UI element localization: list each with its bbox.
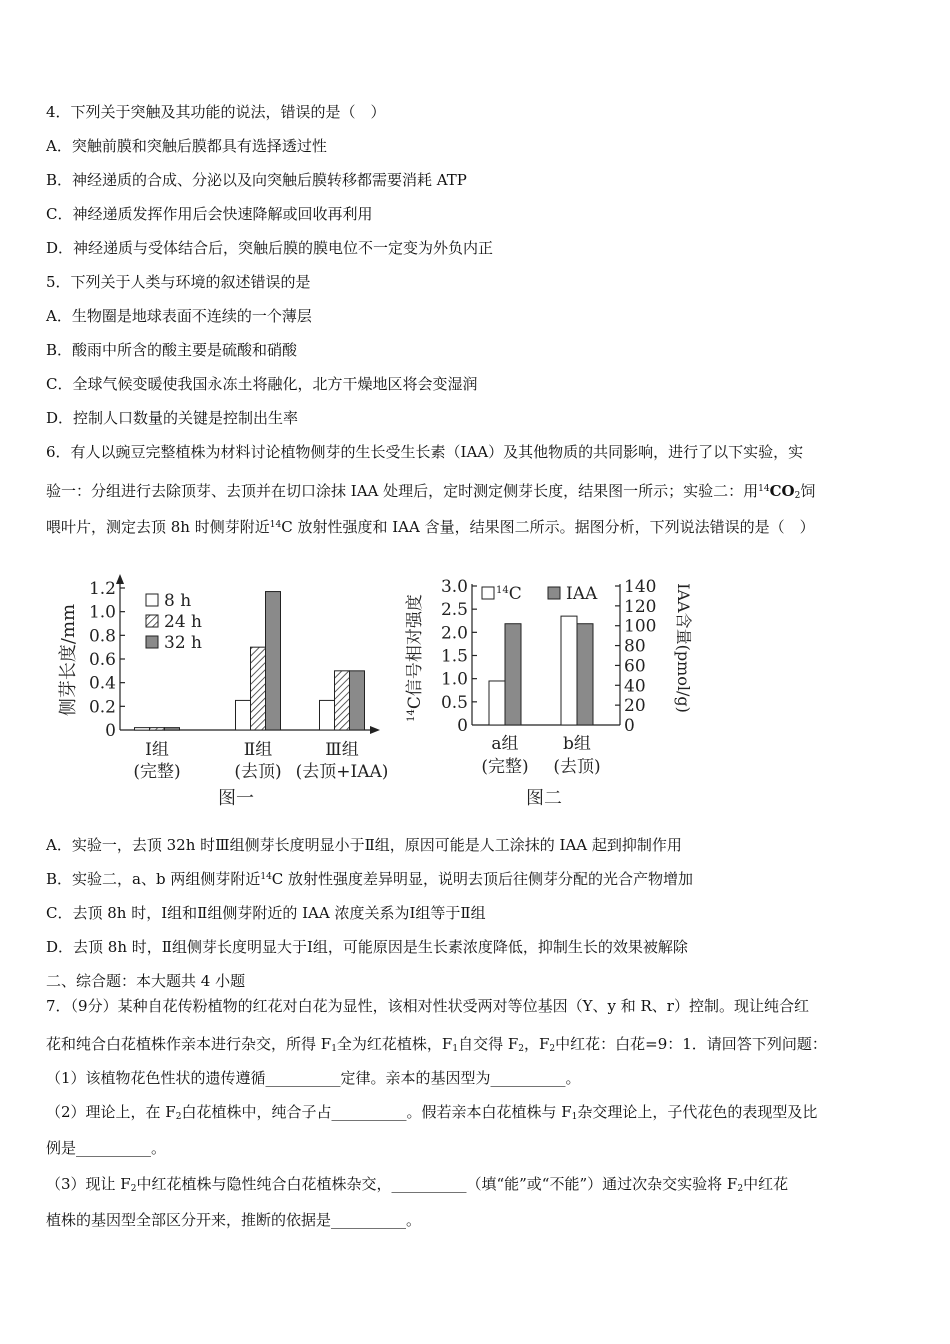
- q6-option-b: B．实验二，a、b 两组侧芽附近$^{14}$C 放射性强度差异明显，说明去顶后往侧芽分配的光合产物增加: [46, 870, 694, 888]
- q7-line2: 花和纯合白花植株作亲本进行杂交，所得 $F_1$全为红花植株，$F_1$自交得 $F_2$，$F_2$中红花：白花=9：1．请回答下列问题：: [46, 1035, 827, 1054]
- q5-option-c: C．全球气候变暖使我国永冻土将融化，北方干燥地区将会变湿润: [46, 375, 478, 393]
- figure-2-bar: [505, 624, 521, 725]
- figure-2-ytick-label: 1.5: [440, 646, 468, 667]
- figure-1-y-arrow: [116, 574, 124, 584]
- figure-1-legend-swatch: [146, 615, 158, 627]
- figure-1-bar: [350, 671, 365, 730]
- figure-1-bar: [150, 728, 165, 731]
- figure-1-title: 图一: [218, 788, 254, 809]
- figure-2-bar: [577, 624, 593, 725]
- figure-1-category-label: Ⅱ组: [243, 740, 273, 760]
- figure-1-legend-swatch: [146, 636, 158, 648]
- figure-2-ylabel: $^{14}$C信号相对强度: [405, 594, 425, 722]
- q5-stem: 5．下列关于人类与环境的叙述错误的是: [46, 273, 311, 291]
- figure-2-ytick-label-right: 60: [624, 656, 646, 677]
- figure-2-category-label: a组: [491, 734, 519, 754]
- q7-part2-line2: 例是__________。: [46, 1139, 167, 1157]
- figure-2-ytick-label-right: 140: [624, 577, 657, 597]
- figure-2-title: 图二: [526, 788, 562, 809]
- figure-1-legend-label: 24 h: [164, 612, 202, 632]
- figure-1-bar: [251, 647, 266, 730]
- figure-1-legend-label: 8 h: [164, 591, 192, 611]
- figure-1-ylabel: 侧芽长度/mm: [58, 603, 79, 717]
- figure-2-category-note: (完整): [481, 757, 529, 777]
- figure-1-ytick-label: 0.8: [88, 626, 116, 647]
- q4-option-d: D．神经递质与受体结合后，突触后膜的膜电位不一定变为外负内正: [46, 239, 494, 257]
- figure-1-bar: [135, 728, 150, 731]
- figure-2-chart: [398, 562, 708, 812]
- q7-part2-line1: （2）理论上，在 $F_2$白花植株中，纯合子占__________。假若亲本白花植株与 $F_1$杂交理论上，子代花色的表现型及比: [46, 1103, 818, 1122]
- q7-part3-line2: 植株的基因型全部区分开来，推断的依据是__________。: [46, 1211, 422, 1229]
- q6-stem-line3: 喂叶片，测定去顶 8h 时侧芽附近$^{14}$C 放射性强度和 IAA 含量，结果图二所示。据图分析，下列说法错误的是（ ）: [46, 518, 815, 536]
- figure-2-category-label: b组: [563, 734, 591, 754]
- q4-option-a: A．突触前膜和突触后膜都具有选择透过性: [46, 137, 327, 155]
- figure-2-bar: [489, 681, 505, 725]
- figure-1-ytick-label: 0.6: [88, 650, 116, 670]
- figure-2-ytick-label: 3.0: [440, 577, 468, 597]
- figure-2-ytick-label-right: 80: [624, 636, 646, 657]
- figure-2-ytick-label: 0.5: [440, 692, 468, 713]
- figure-1-bar: [320, 700, 335, 730]
- q6-option-d: D．去顶 8h 时，Ⅱ组侧芽长度明显大于Ⅰ组，可能原因是生长素浓度降低，抑制生长的效果被解除: [46, 938, 688, 956]
- figure-1-category-label: Ⅰ组: [145, 740, 169, 760]
- figure-1-x-arrow: [370, 726, 380, 734]
- figure-2-ytick-label-right: 20: [624, 696, 646, 717]
- figure-2-legend-label: IAA: [566, 584, 598, 604]
- q6-stem-line2: 验一：分组进行去除顶芽、去顶并在切口涂抹 IAA 处理后，定时测定侧芽长度，结果图一所示；实验二：用$^{14}CO_2$饲: [46, 482, 816, 501]
- q5-option-a: A．生物圈是地球表面不连续的一个薄层: [46, 307, 312, 325]
- figure-2-category-note: (去顶): [553, 757, 601, 777]
- figure-1-category-note: (去顶+IAA): [295, 762, 389, 782]
- q4-option-b: B．神经递质的合成、分泌以及向突触后膜转移都需要消耗 ATP: [46, 171, 467, 189]
- figure-1-legend-swatch: [146, 594, 158, 606]
- q6-stem-line1: 6．有人以豌豆完整植株为材料讨论植物侧芽的生长受生长素（IAA）及其他物质的共同影响，进行了以下实验，实: [46, 443, 804, 461]
- figure-2-ytick-label-right: 0: [624, 716, 635, 736]
- figure-1-ytick-label: 1.0: [88, 602, 116, 623]
- figure-1-chart: [40, 562, 400, 812]
- figure-2-ytick-label-right: 120: [624, 596, 657, 617]
- figure-1-ytick-label: 1.2: [88, 579, 116, 599]
- figure-1-bar: [266, 592, 281, 730]
- figure-1-ytick-label: 0: [105, 721, 116, 741]
- figure-1-bar: [335, 671, 350, 730]
- figure-2-legend-swatch: [482, 587, 494, 599]
- q4-stem: 4．下列关于突触及其功能的说法，错误的是（ ）: [46, 103, 386, 121]
- figure-2-ylabel-right: IAA含量(pmol/g): [674, 583, 693, 713]
- figure-2-legend-label: $^{14}$C: [496, 584, 522, 604]
- figure-1-category-note: (完整): [133, 762, 181, 782]
- figure-1-category-note: (去顶): [234, 762, 282, 782]
- figure-1-bar: [165, 728, 180, 731]
- q7-line1: 7．（9分）某种自花传粉植物的红花对白花为显性，该相对性状受两对等位基因（Y、y 和 R、r）控制。现让纯合红: [46, 997, 809, 1015]
- figure-2-ytick-label: 2.5: [440, 600, 468, 621]
- figure-2-bar: [561, 616, 577, 725]
- figure-1-category-label: Ⅲ组: [325, 740, 359, 760]
- q5-option-b: B．酸雨中所含的酸主要是硫酸和硝酸: [46, 341, 298, 359]
- figure-1-legend-label: 32 h: [164, 633, 202, 653]
- figure-2-ytick-label: 2.0: [440, 623, 468, 644]
- figure-1-bar: [236, 700, 251, 730]
- figure-1-ytick-label: 0.2: [88, 697, 116, 718]
- figure-2-ytick-label-right: 100: [624, 616, 657, 637]
- figure-2-ytick-label-right: 40: [624, 676, 646, 697]
- q6-option-c: C．去顶 8h 时，Ⅰ组和Ⅱ组侧芽附近的 IAA 浓度关系为Ⅰ组等于Ⅱ组: [46, 904, 486, 922]
- q6-option-a: A．实验一，去顶 32h 时Ⅲ组侧芽长度明显小于Ⅱ组，原因可能是人工涂抹的 IAA 起到抑制作用: [46, 836, 682, 854]
- section-2-heading: 二、综合题：本大题共 4 小题: [46, 972, 246, 990]
- figure-2-legend-swatch: [548, 587, 560, 599]
- figure-2-ytick-label: 1.0: [440, 669, 468, 690]
- q4-option-c: C．神经递质发挥作用后会快速降解或回收再利用: [46, 205, 373, 223]
- q7-part1: （1）该植物花色性状的遗传遵循__________定律。亲本的基因型为__________。: [46, 1069, 581, 1087]
- figure-2-ytick-label: 0: [457, 716, 468, 736]
- figure-1-ytick-label: 0.4: [88, 673, 116, 694]
- q7-part3-line1: （3）现让 $F_2$中红花植株与隐性纯合白花植株杂交，__________（填“能”或“不能”）通过次杂交实验将 $F_2$中红花: [46, 1175, 789, 1194]
- q5-option-d: D．控制人口数量的关键是控制出生率: [46, 409, 299, 427]
